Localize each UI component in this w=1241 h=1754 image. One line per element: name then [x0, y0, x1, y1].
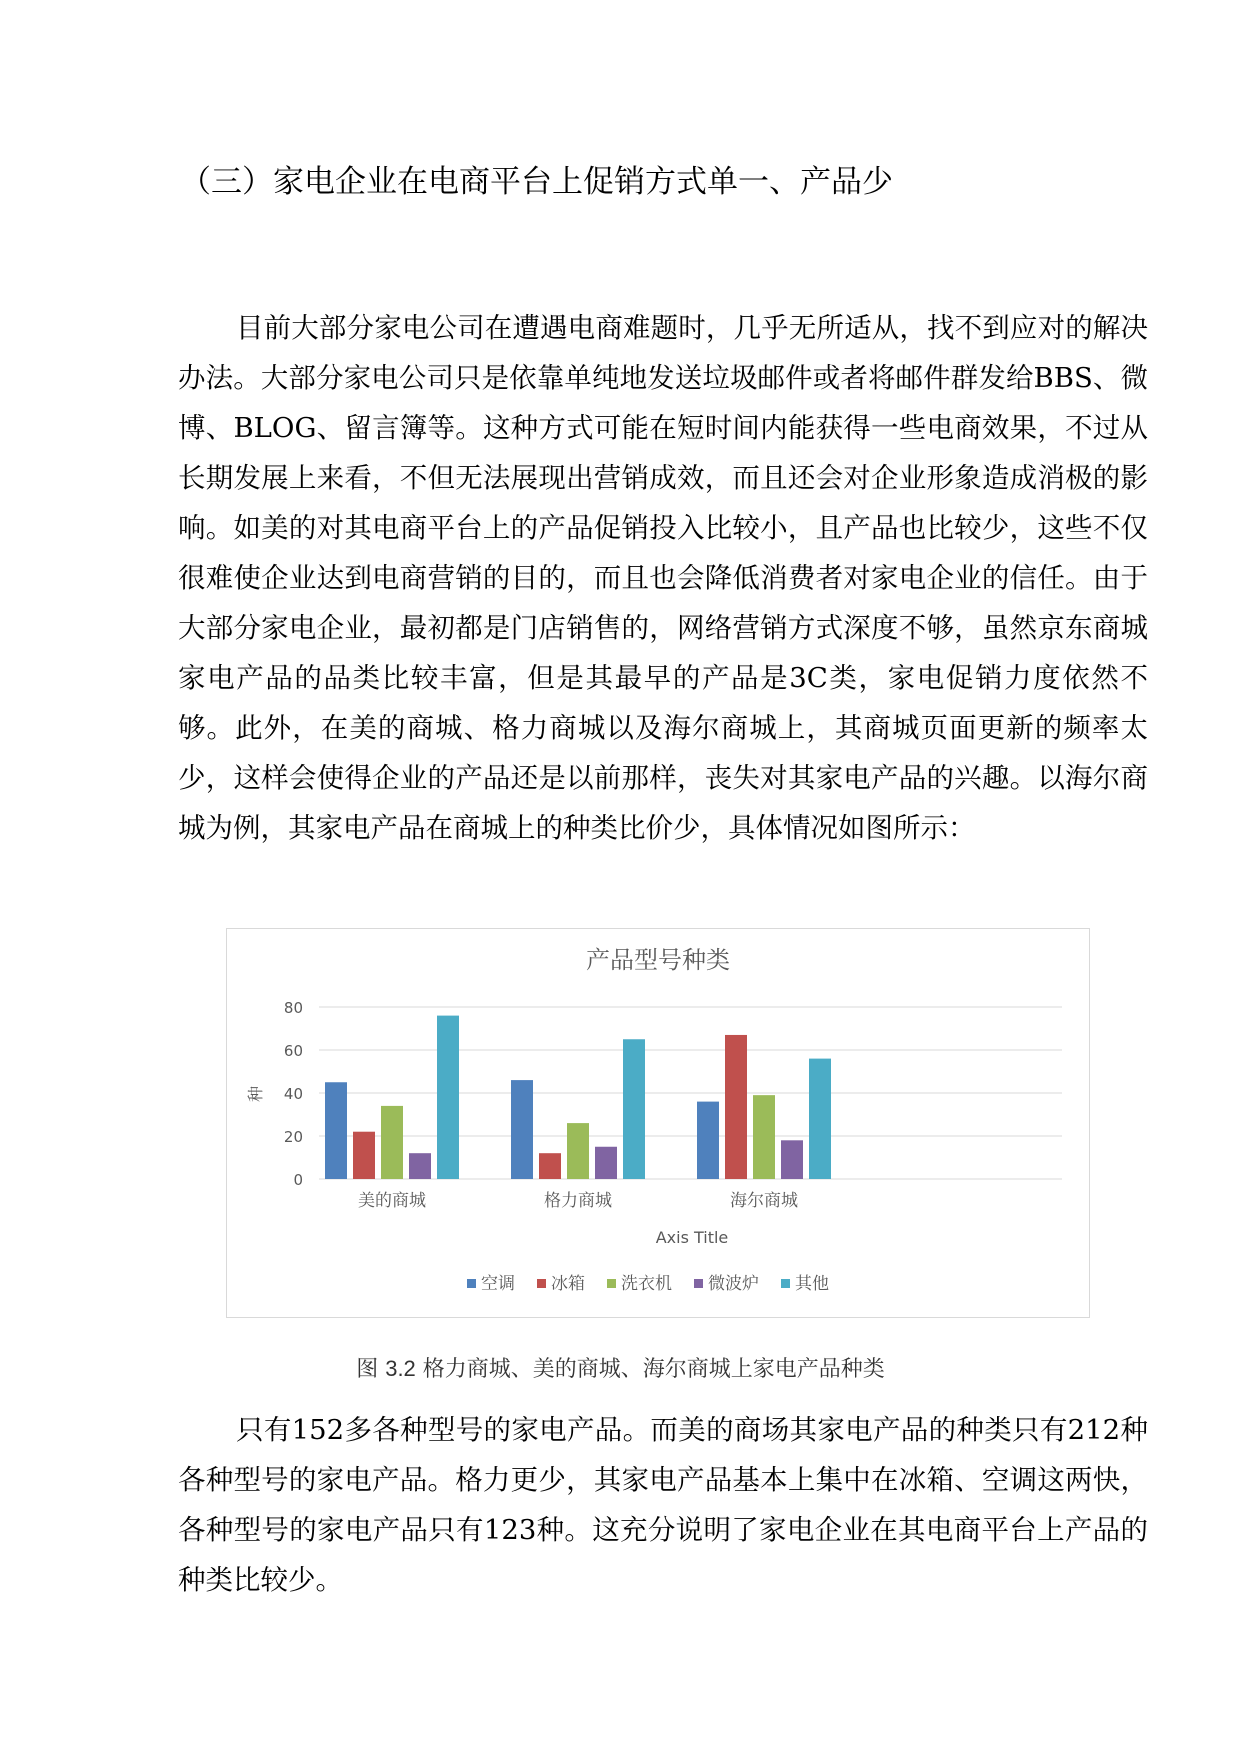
bar-冰箱-海尔商城 [725, 1035, 747, 1179]
caption-prefix: 图 [356, 1357, 379, 1382]
x-tick-label: 格力商城 [544, 1191, 612, 1211]
x-axis-title: Axis Title [655, 1228, 729, 1247]
legend-label-空调: 空调 [481, 1274, 515, 1294]
bar-其他-美的商城 [437, 1016, 459, 1179]
bar-空调-海尔商城 [697, 1102, 719, 1179]
legend-label-冰箱: 冰箱 [551, 1274, 585, 1294]
y-tick-label: 60 [283, 1042, 303, 1060]
y-axis-label: 种 [246, 1085, 265, 1103]
chart-container [226, 928, 1090, 1318]
caption-number: 3.2 [385, 1356, 416, 1381]
bar-微波炉-海尔商城 [781, 1140, 803, 1179]
figure-caption [0, 1353, 1241, 1386]
legend-swatch-冰箱 [537, 1279, 546, 1288]
legend-label-微波炉: 微波炉 [708, 1274, 759, 1294]
bar-chart [227, 929, 1089, 1317]
bar-洗衣机-海尔商城 [753, 1095, 775, 1179]
caption-text: 格力商城、美的商城、海尔商城上家电产品种类 [422, 1357, 885, 1382]
legend-swatch-微波炉 [694, 1279, 703, 1288]
legend-label-其他: 其他 [795, 1274, 829, 1294]
x-tick-label: 美的商城 [358, 1191, 426, 1211]
bar-洗衣机-美的商城 [381, 1106, 403, 1179]
bar-微波炉-美的商城 [409, 1153, 431, 1179]
y-tick-label: 20 [283, 1128, 303, 1146]
bar-其他-格力商城 [623, 1039, 645, 1179]
bar-冰箱-美的商城 [353, 1132, 375, 1179]
legend-swatch-其他 [781, 1279, 790, 1288]
y-tick-label: 0 [293, 1171, 303, 1189]
legend-swatch-空调 [467, 1279, 476, 1288]
body-paragraph-1: 目前大部分家电公司在遭遇电商难题时，几乎无所适从，找不到应对的解决办法。大部分家电公司只是依靠单纯地发送垃圾邮件或者将邮件群发给BBS、微博、BLOG、留言簿等。这种方式可能在短时间内能获得一些电商效果，不过从长期发展上来看，不但无法展现出营销成效，而且还会对企业形象造成消极的影响。如美的对其电商平台上的产品促销投入比较小，且产品也比较少，这些不仅很难使企业达到电商营销的目的，而且也会降低消费者对家电企业的信任。由于大部分家电企业，最初都是门店销售的，网络营销方式深度不够，虽然京东商城家电产品的品类比较丰富，但是其最早的产品是3C类，家电促销力度依然不够。此外，在美的商城、格力商城以及海尔商城上，其商城页面更新的频率太少，这样会使得企业的产品还是以前那样，丧失对其家电产品的兴趣。以海尔商城为例，其家电产品在商城上的种类比价少，具体情况如图所示： [178, 312, 1148, 844]
chart-title: 产品型号种类 [586, 946, 730, 974]
bar-冰箱-格力商城 [539, 1153, 561, 1179]
bar-空调-美的商城 [325, 1082, 347, 1179]
bar-微波炉-格力商城 [595, 1147, 617, 1179]
bar-其他-海尔商城 [809, 1059, 831, 1179]
bar-空调-格力商城 [511, 1080, 533, 1179]
y-tick-label: 40 [283, 1085, 303, 1103]
section-heading: （三）家电企业在电商平台上促销方式单一、产品少 [180, 164, 893, 200]
y-tick-label: 80 [283, 999, 303, 1017]
bar-洗衣机-格力商城 [567, 1123, 589, 1179]
legend-label-洗衣机: 洗衣机 [621, 1274, 672, 1294]
body-paragraph-2: 只有152多各种型号的家电产品。而美的商场其家电产品的种类只有212种各种型号的家电产品。格力更少，其家电产品基本上集中在冰箱、空调这两快，各种型号的家电产品只有123种。这充分说明了家电企业在其电商平台上产品的种类比较少。 [178, 1414, 1148, 1596]
legend-swatch-洗衣机 [607, 1279, 616, 1288]
x-tick-label: 海尔商城 [730, 1191, 798, 1211]
